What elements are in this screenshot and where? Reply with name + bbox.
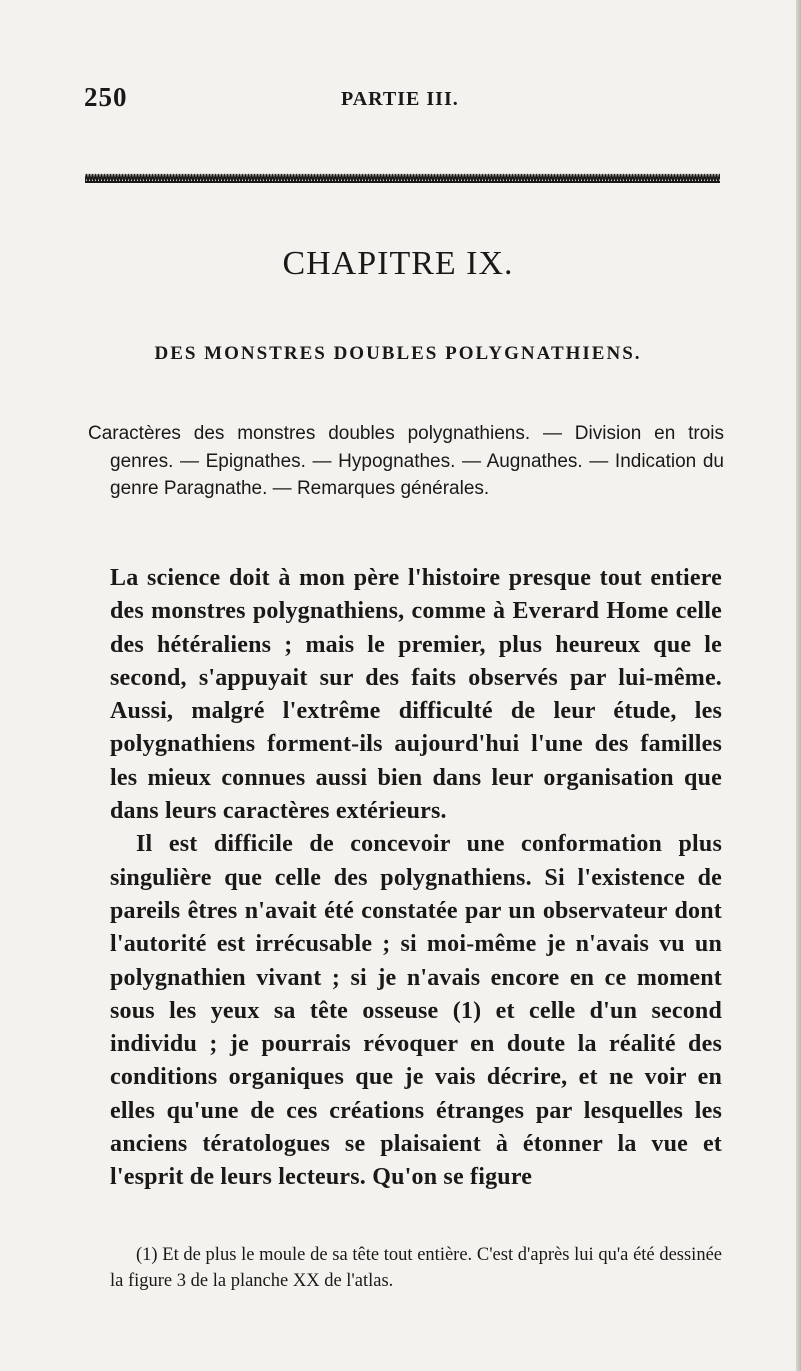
chapter-title: CHAPITRE IX.: [282, 245, 514, 282]
part-label: PARTIE III.: [341, 88, 459, 110]
paragraph: La science doit à mon père l'histoire presque tout entiere des monstres polygnathiens, comme à Everard Home celle des hétéraliens ; mais le premier, plus heureux que le second, s'appuyait sur des faits observés par lui-même. Aussi, malgré l'extrême difficulté de leur étude, les polygnathiens forment-ils aujourd'hui l'une des familles les mieux connues aussi bien dans leur organisation que dans leurs caractères extérieurs.: [110, 565, 722, 825]
page-number: 250: [84, 82, 128, 112]
ornamental-rule: [85, 172, 720, 184]
body-text: [110, 562, 722, 1195]
paragraph: Il est difficile de concevoir une conformation plus singulière que celle des polygnathiens. Si l'existence de pareils êtres n'avait été constatée par un observateur dont l'autorité est irrécusable ; si moi-même je n'avais vu un polygnathien vivant ; si je n'avais encore en ce moment sous les yeux sa tête osseuse (1) et celle d'un second individu ; je pourrais révoquer en doute la réalité des conditions organiques que je vais décrire, et ne voir en elles qu'une de ces créations étranges par lesquelles les anciens tératologues se plaisaient à étonner la vue et l'esprit de leurs lecteurs. Qu'on se figure: [110, 831, 722, 1191]
running-head: [84, 80, 724, 120]
footnote-text: (1) Et de plus le moule de sa tête tout entière. C'est d'après lui qu'a été dessinée la figure 3 de la planche XX de l'atlas.: [110, 1245, 722, 1291]
footnote: [110, 1242, 722, 1294]
chapter-summary: Caractères des monstres doubles polygnathiens. — Division en trois genres. — Epignathes. — Hypognathes. — Augnathes. — Indication du genre Paragnathe. — Remarques générales.: [88, 423, 724, 499]
page-edge: [796, 0, 801, 1371]
chapter-subtitle: DES MONSTRES DOUBLES POLYGNATHIENS.: [154, 343, 642, 364]
